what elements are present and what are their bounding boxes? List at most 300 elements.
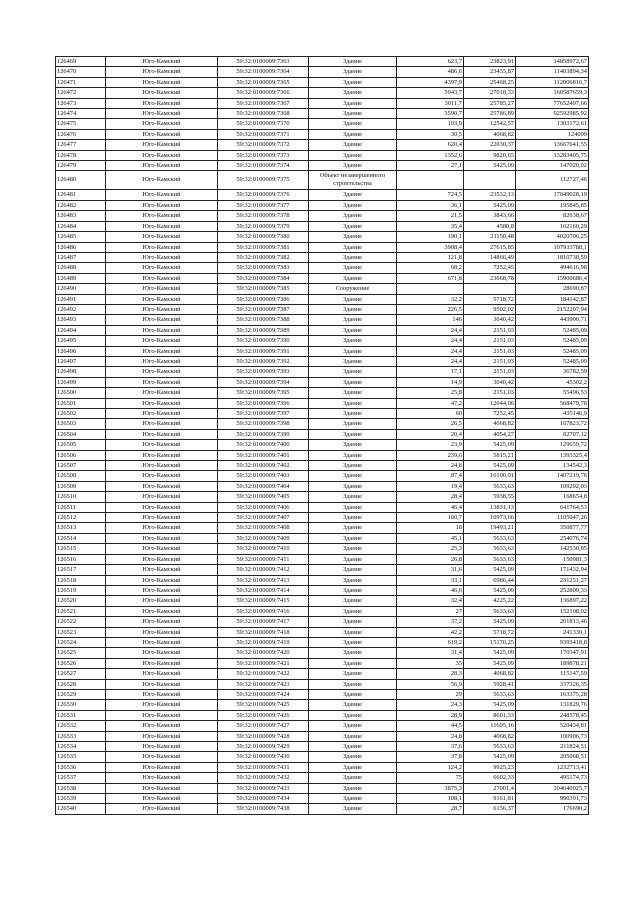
area-cell: 623,7 bbox=[397, 57, 464, 67]
cadastral-number-cell: 59:32:0100009:7403 bbox=[218, 471, 309, 481]
table-row bbox=[56, 565, 589, 575]
row-number-cell: 126489 bbox=[56, 273, 106, 283]
cadastral-value-cell: 4020706,25 bbox=[516, 232, 589, 242]
object-type-cell: Здание bbox=[309, 533, 397, 543]
cadastral-number-cell: 59:32:0100009:7426 bbox=[218, 710, 309, 720]
specific-value-cell: 25468,25 bbox=[464, 77, 516, 87]
cadastral-value-cell: 160587659,3 bbox=[516, 88, 589, 98]
area-cell: 24,4 bbox=[397, 346, 464, 356]
table-row bbox=[56, 544, 589, 554]
row-number-cell: 126471 bbox=[56, 77, 106, 87]
row-number-cell: 126533 bbox=[56, 731, 106, 741]
area-cell: 20,4 bbox=[397, 429, 464, 439]
area-cell: 21,5 bbox=[397, 211, 464, 221]
cadastral-number-cell: 59:32:0100009:7393 bbox=[218, 367, 309, 377]
region-name-cell: Юго-Камский bbox=[106, 523, 218, 533]
object-type-cell: Здание bbox=[309, 119, 397, 129]
object-type-cell: Здание bbox=[309, 356, 397, 366]
cadastral-value-cell: 252809,33 bbox=[516, 585, 589, 595]
object-type-cell: Здание bbox=[309, 721, 397, 731]
region-name-cell: Юго-Камский bbox=[106, 554, 218, 564]
object-type-cell: Здание bbox=[309, 658, 397, 668]
table-row bbox=[56, 190, 589, 200]
object-type-cell: Здание bbox=[309, 88, 397, 98]
row-number-cell: 126472 bbox=[56, 88, 106, 98]
object-type-cell: Здание bbox=[309, 440, 397, 450]
area-cell: 25,8 bbox=[397, 388, 464, 398]
cadastral-value-cell: 231251,27 bbox=[516, 575, 589, 585]
area-cell: 29 bbox=[397, 689, 464, 699]
area-cell: 3875,3 bbox=[397, 783, 464, 793]
area-cell: 24,4 bbox=[397, 325, 464, 335]
table-row bbox=[56, 419, 589, 429]
specific-value-cell: 6986,44 bbox=[464, 575, 516, 585]
area-cell: 46,4 bbox=[397, 502, 464, 512]
area-cell: 3011,7 bbox=[397, 98, 464, 108]
object-type-cell: Здание bbox=[309, 669, 397, 679]
cadastral-value-cell: 1407219,76 bbox=[516, 471, 589, 481]
table-row bbox=[56, 211, 589, 221]
specific-value-cell: 8601,33 bbox=[464, 710, 516, 720]
specific-value-cell: 2151,03 bbox=[464, 346, 516, 356]
region-name-cell: Юго-Камский bbox=[106, 304, 218, 314]
region-name-cell: Юго-Камский bbox=[106, 710, 218, 720]
cadastral-number-cell: 59:32:0100009:7390 bbox=[218, 336, 309, 346]
area-cell: 19,4 bbox=[397, 481, 464, 491]
table-row bbox=[56, 284, 589, 294]
table-row bbox=[56, 637, 589, 647]
object-type-cell: Здание bbox=[309, 419, 397, 429]
specific-value-cell bbox=[464, 171, 516, 190]
object-type-cell: Здание bbox=[309, 481, 397, 491]
document-page bbox=[55, 56, 589, 815]
region-name-cell: Юго-Камский bbox=[106, 315, 218, 325]
cadastral-value-cell: 115147,59 bbox=[516, 669, 589, 679]
region-name-cell: Юго-Камский bbox=[106, 648, 218, 658]
area-cell: 87,4 bbox=[397, 471, 464, 481]
row-number-cell: 126504 bbox=[56, 429, 106, 439]
object-type-cell: Здание bbox=[309, 492, 397, 502]
object-type-cell: Здание bbox=[309, 67, 397, 77]
cadastral-number-cell: 59:32:0100009:7397 bbox=[218, 409, 309, 419]
cadastral-number-cell: 59:32:0100009:7377 bbox=[218, 200, 309, 210]
region-name-cell: Юго-Камский bbox=[106, 67, 218, 77]
table-row bbox=[56, 783, 589, 793]
row-number-cell: 126494 bbox=[56, 325, 106, 335]
cadastral-number-cell: 59:32:0100009:7375 bbox=[218, 171, 309, 190]
specific-value-cell: 3040,42 bbox=[464, 315, 516, 325]
region-name-cell: Юго-Камский bbox=[106, 492, 218, 502]
object-type-cell: Здание bbox=[309, 315, 397, 325]
cadastral-value-cell: 171432,94 bbox=[516, 565, 589, 575]
object-type-cell: Здание bbox=[309, 263, 397, 273]
table-row bbox=[56, 596, 589, 606]
table-row bbox=[56, 513, 589, 523]
table-row bbox=[56, 742, 589, 752]
object-type-cell: Здание bbox=[309, 773, 397, 783]
row-number-cell: 126482 bbox=[56, 200, 106, 210]
cadastral-number-cell: 59:32:0100009:7368 bbox=[218, 109, 309, 119]
row-number-cell: 126527 bbox=[56, 669, 106, 679]
cadastral-value-cell: 150981,3 bbox=[516, 554, 589, 564]
cadastral-number-cell: 59:32:0100009:7392 bbox=[218, 356, 309, 366]
row-number-cell: 126534 bbox=[56, 742, 106, 752]
cadastral-number-cell: 59:32:0100009:7381 bbox=[218, 242, 309, 252]
area-cell: 103,9 bbox=[397, 119, 464, 129]
row-number-cell: 126493 bbox=[56, 315, 106, 325]
object-type-cell: Здание bbox=[309, 637, 397, 647]
region-name-cell: Юго-Камский bbox=[106, 689, 218, 699]
specific-value-cell: 23532,13 bbox=[464, 190, 516, 200]
specific-value-cell: 12044,06 bbox=[464, 398, 516, 408]
row-number-cell: 126518 bbox=[56, 575, 106, 585]
region-name-cell: Юго-Камский bbox=[106, 346, 218, 356]
row-number-cell: 126476 bbox=[56, 129, 106, 139]
cadastral-value-cell: 147020,02 bbox=[516, 161, 589, 171]
row-number-cell: 126540 bbox=[56, 804, 106, 814]
cadastral-number-cell: 59:32:0100009:7379 bbox=[218, 221, 309, 231]
table-row bbox=[56, 161, 589, 171]
region-name-cell: Юго-Камский bbox=[106, 77, 218, 87]
object-type-cell: Здание bbox=[309, 294, 397, 304]
region-name-cell: Юго-Камский bbox=[106, 57, 218, 67]
row-number-cell: 126522 bbox=[56, 617, 106, 627]
region-name-cell: Юго-Камский bbox=[106, 263, 218, 273]
cadastral-number-cell: 59:32:0100009:7413 bbox=[218, 575, 309, 585]
table-row bbox=[56, 346, 589, 356]
cadastral-number-cell: 59:32:0100009:7400 bbox=[218, 440, 309, 450]
cadastral-number-cell: 59:32:0100009:7378 bbox=[218, 211, 309, 221]
row-number-cell: 126508 bbox=[56, 471, 106, 481]
cadastral-number-cell: 59:32:0100009:7429 bbox=[218, 742, 309, 752]
specific-value-cell: 3040,42 bbox=[464, 377, 516, 387]
specific-value-cell: 13831,13 bbox=[464, 502, 516, 512]
cadastral-number-cell: 59:32:0100009:7415 bbox=[218, 596, 309, 606]
area-cell: 24,8 bbox=[397, 461, 464, 471]
cadastral-number-cell: 59:32:0100009:7417 bbox=[218, 617, 309, 627]
area-cell: 226,5 bbox=[397, 304, 464, 314]
cadastral-value-cell: 443900,71 bbox=[516, 315, 589, 325]
cadastral-number-cell: 59:32:0100009:7427 bbox=[218, 721, 309, 731]
table-row bbox=[56, 294, 589, 304]
specific-value-cell: 5425,09 bbox=[464, 700, 516, 710]
cadastral-value-cell: 337326,35 bbox=[516, 679, 589, 689]
table-row bbox=[56, 679, 589, 689]
row-number-cell: 126491 bbox=[56, 294, 106, 304]
object-type-cell: Здание bbox=[309, 304, 397, 314]
object-type-cell: Здание bbox=[309, 367, 397, 377]
region-name-cell: Юго-Камский bbox=[106, 585, 218, 595]
row-number-cell: 126507 bbox=[56, 461, 106, 471]
cadastral-value-cell: 195845,85 bbox=[516, 200, 589, 210]
row-number-cell: 126509 bbox=[56, 481, 106, 491]
row-number-cell: 126496 bbox=[56, 346, 106, 356]
row-number-cell: 126520 bbox=[56, 596, 106, 606]
area-cell: 36,1 bbox=[397, 200, 464, 210]
specific-value-cell: 5633,63 bbox=[464, 554, 516, 564]
region-name-cell: Юго-Камский bbox=[106, 211, 218, 221]
object-type-cell: Здание bbox=[309, 150, 397, 160]
area-cell: 146 bbox=[397, 315, 464, 325]
cadastral-value-cell: 14858972,67 bbox=[516, 57, 589, 67]
table-row bbox=[56, 109, 589, 119]
object-type-cell: Здание bbox=[309, 325, 397, 335]
cadastral-number-cell: 59:32:0100009:7366 bbox=[218, 88, 309, 98]
object-type-cell: Здание bbox=[309, 232, 397, 242]
object-type-cell: Здание bbox=[309, 731, 397, 741]
table-row bbox=[56, 57, 589, 67]
row-number-cell: 126528 bbox=[56, 679, 106, 689]
table-row bbox=[56, 461, 589, 471]
specific-value-cell: 5425,09 bbox=[464, 658, 516, 668]
row-number-cell: 126488 bbox=[56, 263, 106, 273]
region-name-cell: Юго-Камский bbox=[106, 140, 218, 150]
region-name-cell: Юго-Камский bbox=[106, 721, 218, 731]
object-type-cell: Здание bbox=[309, 242, 397, 252]
row-number-cell: 126536 bbox=[56, 762, 106, 772]
area-cell: 37,2 bbox=[397, 617, 464, 627]
cadastral-value-cell: 350877,77 bbox=[516, 523, 589, 533]
cadastral-value-cell: 435146,9 bbox=[516, 409, 589, 419]
region-name-cell: Юго-Камский bbox=[106, 409, 218, 419]
cadastral-number-cell: 59:32:0100009:7422 bbox=[218, 669, 309, 679]
row-number-cell: 126502 bbox=[56, 409, 106, 419]
specific-value-cell: 6156,37 bbox=[464, 804, 516, 814]
cadastral-value-cell: 112727,46 bbox=[516, 171, 589, 190]
cadastral-number-cell: 59:32:0100009:7386 bbox=[218, 294, 309, 304]
cadastral-number-cell: 59:32:0100009:7382 bbox=[218, 252, 309, 262]
cadastral-value-cell: 92592985,92 bbox=[516, 109, 589, 119]
cadastral-value-cell: 112006816,7 bbox=[516, 77, 589, 87]
object-type-cell: Здание bbox=[309, 585, 397, 595]
row-number-cell: 126515 bbox=[56, 544, 106, 554]
cadastral-value-cell: 254076,74 bbox=[516, 533, 589, 543]
row-number-cell: 126523 bbox=[56, 627, 106, 637]
area-cell: 619,2 bbox=[397, 637, 464, 647]
cadastral-number-cell: 59:32:0100009:7396 bbox=[218, 398, 309, 408]
row-number-cell: 126514 bbox=[56, 533, 106, 543]
object-type-cell: Здание bbox=[309, 762, 397, 772]
region-name-cell: Юго-Камский bbox=[106, 367, 218, 377]
cadastral-value-cell: 2152207,94 bbox=[516, 304, 589, 314]
region-name-cell: Юго-Камский bbox=[106, 565, 218, 575]
region-name-cell: Юго-Камский bbox=[106, 669, 218, 679]
cadastral-number-cell: 59:32:0100009:7409 bbox=[218, 533, 309, 543]
cadastral-value-cell: 129659,72 bbox=[516, 440, 589, 450]
row-number-cell: 126484 bbox=[56, 221, 106, 231]
cadastral-value-cell: 201813,46 bbox=[516, 617, 589, 627]
row-number-cell: 126497 bbox=[56, 356, 106, 366]
cadastral-number-cell: 59:32:0100009:7398 bbox=[218, 419, 309, 429]
area-cell: 17,1 bbox=[397, 367, 464, 377]
region-name-cell: Юго-Камский bbox=[106, 533, 218, 543]
specific-value-cell: 27615,85 bbox=[464, 242, 516, 252]
area-cell: 24,4 bbox=[397, 356, 464, 366]
row-number-cell: 126477 bbox=[56, 140, 106, 150]
table-row bbox=[56, 450, 589, 460]
area-cell: 30,5 bbox=[397, 129, 464, 139]
specific-value-cell: 5425,09 bbox=[464, 440, 516, 450]
row-number-cell: 126480 bbox=[56, 171, 106, 190]
specific-value-cell: 5633,63 bbox=[464, 533, 516, 543]
object-type-cell: Здание bbox=[309, 200, 397, 210]
region-name-cell: Юго-Камский bbox=[106, 596, 218, 606]
row-number-cell: 126492 bbox=[56, 304, 106, 314]
cadastral-value-cell: 45302,2 bbox=[516, 377, 589, 387]
table-row bbox=[56, 88, 589, 98]
specific-value-cell: 5815,21 bbox=[464, 450, 516, 460]
cadastral-value-cell: 13283405,75 bbox=[516, 150, 589, 160]
region-name-cell: Юго-Камский bbox=[106, 252, 218, 262]
object-type-cell: Объект незавершенного строительства bbox=[309, 171, 397, 190]
area-cell: 35,4 bbox=[397, 221, 464, 231]
specific-value-cell: 5633,63 bbox=[464, 544, 516, 554]
object-type-cell: Здание bbox=[309, 544, 397, 554]
row-number-cell: 126500 bbox=[56, 388, 106, 398]
object-type-cell: Здание bbox=[309, 596, 397, 606]
object-type-cell: Здание bbox=[309, 752, 397, 762]
table-row bbox=[56, 648, 589, 658]
specific-value-cell: 5425,09 bbox=[464, 648, 516, 658]
region-name-cell: Юго-Камский bbox=[106, 221, 218, 231]
region-name-cell: Юго-Камский bbox=[106, 242, 218, 252]
region-name-cell: Юго-Камский bbox=[106, 440, 218, 450]
area-cell: 56,9 bbox=[397, 679, 464, 689]
table-row bbox=[56, 710, 589, 720]
specific-value-cell: 5633,63 bbox=[464, 606, 516, 616]
cadastral-number-cell: 59:32:0100009:7391 bbox=[218, 346, 309, 356]
table-row bbox=[56, 67, 589, 77]
object-type-cell: Здание bbox=[309, 648, 397, 658]
row-number-cell: 126499 bbox=[56, 377, 106, 387]
area-cell: 1352,6 bbox=[397, 150, 464, 160]
table-row bbox=[56, 471, 589, 481]
row-number-cell: 126529 bbox=[56, 689, 106, 699]
cadastral-number-cell: 59:32:0100009:7416 bbox=[218, 606, 309, 616]
row-number-cell: 126513 bbox=[56, 523, 106, 533]
row-number-cell: 126510 bbox=[56, 492, 106, 502]
area-cell: 31,4 bbox=[397, 648, 464, 658]
object-type-cell: Здание bbox=[309, 190, 397, 200]
specific-value-cell: 16100,91 bbox=[464, 471, 516, 481]
area-cell: 27,1 bbox=[397, 161, 464, 171]
cadastral-value-cell: 77652497,66 bbox=[516, 98, 589, 108]
specific-value-cell: 5633,63 bbox=[464, 481, 516, 491]
table-row bbox=[56, 315, 589, 325]
cadastral-value-cell: 107933788,1 bbox=[516, 242, 589, 252]
region-name-cell: Юго-Камский bbox=[106, 783, 218, 793]
object-type-cell: Здание bbox=[309, 388, 397, 398]
specific-value-cell: 5633,63 bbox=[464, 742, 516, 752]
area-cell: 18 bbox=[397, 523, 464, 533]
cadastral-value-cell: 134542,3 bbox=[516, 461, 589, 471]
region-name-cell: Юго-Камский bbox=[106, 502, 218, 512]
area-cell: 190,1 bbox=[397, 232, 464, 242]
area-cell bbox=[397, 171, 464, 190]
cadastral-number-cell: 59:32:0100009:7425 bbox=[218, 700, 309, 710]
cadastral-number-cell: 59:32:0100009:7380 bbox=[218, 232, 309, 242]
region-name-cell: Юго-Камский bbox=[106, 637, 218, 647]
table-row bbox=[56, 336, 589, 346]
specific-value-cell: 4580,8 bbox=[464, 221, 516, 231]
cadastral-value-cell: 13667641,55 bbox=[516, 140, 589, 150]
cadastral-value-cell: 82707,12 bbox=[516, 429, 589, 439]
cadastral-value-cell: 494616,98 bbox=[516, 263, 589, 273]
specific-value-cell: 3843,66 bbox=[464, 211, 516, 221]
table-row bbox=[56, 304, 589, 314]
object-type-cell: Здание bbox=[309, 700, 397, 710]
region-name-cell: Юго-Камский bbox=[106, 773, 218, 783]
cadastral-value-cell: 189878,21 bbox=[516, 658, 589, 668]
table-row bbox=[56, 502, 589, 512]
specific-value-cell: 23668,78 bbox=[464, 273, 516, 283]
object-type-cell: Здание bbox=[309, 336, 397, 346]
region-name-cell: Юго-Камский bbox=[106, 388, 218, 398]
region-name-cell: Юго-Камский bbox=[106, 171, 218, 190]
cadastral-value-cell: 124099 bbox=[516, 129, 589, 139]
row-number-cell: 126473 bbox=[56, 98, 106, 108]
table-row bbox=[56, 794, 589, 804]
row-number-cell: 126505 bbox=[56, 440, 106, 450]
cadastral-number-cell: 59:32:0100009:7387 bbox=[218, 304, 309, 314]
specific-value-cell: 27018,33 bbox=[464, 88, 516, 98]
specific-value-cell: 10973,66 bbox=[464, 513, 516, 523]
row-number-cell: 126483 bbox=[56, 211, 106, 221]
area-cell: 26,8 bbox=[397, 554, 464, 564]
specific-value-cell: 6602,33 bbox=[464, 773, 516, 783]
cadastral-number-cell: 59:32:0100009:7406 bbox=[218, 502, 309, 512]
area-cell: 32,2 bbox=[397, 294, 464, 304]
cadastral-value-table bbox=[55, 56, 589, 815]
table-row bbox=[56, 232, 589, 242]
specific-value-cell: 2151,03 bbox=[464, 336, 516, 346]
area-cell: 24,3 bbox=[397, 700, 464, 710]
specific-value-cell: 5633,63 bbox=[464, 689, 516, 699]
specific-value-cell: 4068,82 bbox=[464, 731, 516, 741]
cadastral-value-cell: 131829,76 bbox=[516, 700, 589, 710]
cadastral-value-cell: 9393418,8 bbox=[516, 637, 589, 647]
row-number-cell: 126474 bbox=[56, 109, 106, 119]
region-name-cell: Юго-Камский bbox=[106, 606, 218, 616]
specific-value-cell: 5938,55 bbox=[464, 492, 516, 502]
cadastral-number-cell: 59:32:0100009:7420 bbox=[218, 648, 309, 658]
specific-value-cell: 9502,02 bbox=[464, 304, 516, 314]
specific-value-cell: 11695,16 bbox=[464, 721, 516, 731]
region-name-cell: Юго-Камский bbox=[106, 129, 218, 139]
cadastral-number-cell: 59:32:0100009:7365 bbox=[218, 77, 309, 87]
cadastral-value-cell: 36782,59 bbox=[516, 367, 589, 377]
specific-value-cell: 22030,37 bbox=[464, 140, 516, 150]
area-cell: 121,8 bbox=[397, 252, 464, 262]
specific-value-cell: 25786,89 bbox=[464, 109, 516, 119]
object-type-cell: Здание bbox=[309, 221, 397, 231]
object-type-cell: Здание bbox=[309, 689, 397, 699]
cadastral-value-cell: 104640925,7 bbox=[516, 783, 589, 793]
specific-value-cell: 5425,09 bbox=[464, 461, 516, 471]
area-cell: 724,5 bbox=[397, 190, 464, 200]
row-number-cell: 126512 bbox=[56, 513, 106, 523]
object-type-cell: Здание bbox=[309, 679, 397, 689]
cadastral-number-cell: 59:32:0100009:7363 bbox=[218, 57, 309, 67]
area-cell: 24,4 bbox=[397, 336, 464, 346]
cadastral-value-cell: 1105047,26 bbox=[516, 513, 589, 523]
cadastral-value-cell: 1393325,4 bbox=[516, 450, 589, 460]
row-number-cell: 126479 bbox=[56, 161, 106, 171]
cadastral-number-cell: 59:32:0100009:7374 bbox=[218, 161, 309, 171]
table-row bbox=[56, 171, 589, 190]
cadastral-number-cell: 59:32:0100009:7431 bbox=[218, 762, 309, 772]
object-type-cell: Здание bbox=[309, 606, 397, 616]
